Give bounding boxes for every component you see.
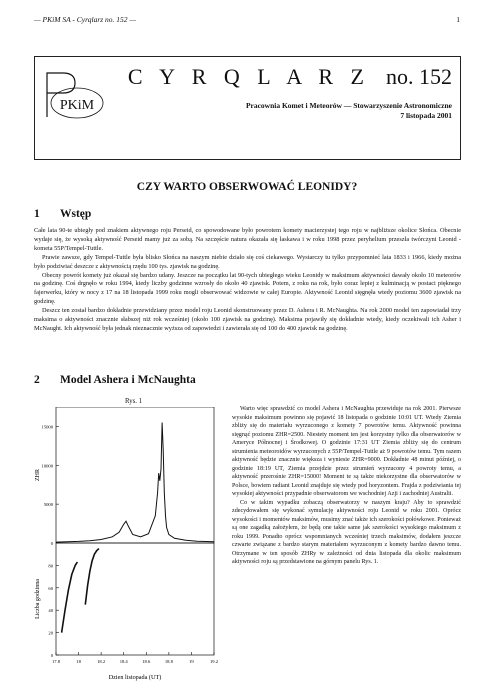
paragraph: Całe lata 90-te ubiegły pod znakiem aktywnego roju Perseid, co spowodowane było powrotem komety macierzystej tego roju w najbliższe okolice Słońca. Obecnie wydaje się, że wysoką aktywność Perseid mamy już za sobą. Na szczęście natura okazała się łaskawa i w roku 1998 przez peryhelium przeszła twórczyni Leonid - kometa 55P/Tempel-Tuttle. (34, 227, 461, 252)
hourly-rate-series-line (85, 549, 99, 605)
section-number: 1 (34, 208, 40, 220)
journal-name: C Y R Q L A R Z (127, 64, 370, 89)
figure-caption: Rys. 1 (125, 398, 143, 405)
zhr-chart (30, 407, 226, 687)
y-tick-label: 0 (50, 653, 53, 658)
section-number: 2 (34, 374, 40, 386)
top-panel-frame (56, 407, 214, 543)
masthead (34, 56, 461, 160)
section-title: Model Ashera i McNaughta (60, 374, 196, 386)
section-2-body (232, 405, 461, 567)
article-title: CZY WARTO OBSERWOWAĆ LEONIDY? (136, 181, 358, 193)
section-heading-1 (34, 208, 91, 220)
section-title: Wstęp (60, 208, 92, 220)
x-axis-label: Dzien listopada (UT) (108, 674, 162, 681)
journal-title (128, 64, 452, 90)
y-tick-label: 5000 (43, 502, 53, 508)
bottom-ylabel: Liczba godzinna (35, 579, 41, 619)
logo-text: PKiM (59, 98, 95, 113)
y-tick-label: 10000 (41, 463, 53, 469)
top-ylabel: ZHR (35, 469, 41, 481)
top-panel (35, 407, 214, 546)
x-tick-label: 18.4 (119, 659, 128, 664)
x-tick-label: 18.2 (97, 659, 106, 664)
section-heading-2 (34, 374, 196, 386)
page-number: 1 (456, 15, 460, 24)
paragraph: Deszcz ten został bardzo dokładnie przewidziany przez model roju Leonid skonstruowany przez D. Ashera i R. McNaughta. Na rok 2000 model ten zapowiadał trzy maksima o aktywności znacznie słabszej niż rok wcześniej (około 100 zjawisk na godzinę). Maksima pojawiły się dokładnie wtedy, kiedy oczekiwali ich Asher i McNaught. Ich aktywność była jednak nieznacznie wyższa od zapowiedzi i zawierała się od 100 do 400 zjawisk na godzinę. (34, 307, 461, 332)
issue-date: 7 listopada 2001 (400, 111, 452, 120)
paragraph: Obecny powrót komety już okazał się bardzo udany. Jeszcze na początku lat 90-tych ubiegłego wieku Leonidy w maksimum aktywności dawały około 10 meteorów na godzinę. Coś drgnęło w roku 1994, kiedy liczby godzinne wzrosły do około 40 zjawisk. Potem, z roku na rok, było coraz lepiej z kulminacją w postaci pięknego fajerwerku, który w nocy z 17 na 18 listopada 1999 roku mogli obserwować widzowie w całej Europie. Aktywność Leonid sięgnęła wtedy poziomu 3600 zjawisk na godzinę. (34, 271, 461, 306)
x-tick-label: 19.2 (209, 659, 219, 664)
section-1-body (34, 227, 461, 334)
paragraph: Co w takim wypadku zobaczą obserwatorzy w naszym kraju? Aby to sprawdzić zdecydowałem się wykonać symulację aktywności roju Leonid w roku 2001. Oprócz wysokości i momentów maksimów, musimy znać także ich szerokości połówkowe. Ponieważ są one zagadką założyłem, że będą one takie same jak szerokości wysokiego maksimum z roku 1999. Ponadto oprócz wspomnianych wcześniej trzech maksimów, dodałem jeszcze czwarte związane z bardzo starym materiałem wyrzuconym z komety bardzo dawno temu. Otrzymane w ten sposób ZHRy w zależności od dnia listopada dla okolic maksimum aktywności roju są przedstawione na górnym panelu Rys. 1. (232, 499, 461, 565)
hourly-rate-series-line (62, 562, 78, 633)
organization: Pracownia Komet i Meteorów — Stowarzyszenie Astronomiczne (245, 101, 452, 110)
bottom-panel-frame (56, 543, 214, 655)
x-tick-label: 18 (76, 659, 81, 664)
pkim-logo-icon (43, 69, 105, 121)
issue-number: no. 152 (386, 64, 452, 89)
y-tick-label: 0 (50, 541, 53, 546)
x-tick-label: 18.8 (164, 659, 173, 664)
x-tick-label: 19 (189, 659, 194, 664)
paragraph: Warto więc sprawdzić co model Ashera i McNaughta przewiduje na rok 2001. Pierwsze wysokie maksimum powinno się pojawić 18 listopada o godzinie 10:01 UT. Wtedy Ziemia zbliży się do materiału wyrzuconego z komety 7 powrotów temu. Aktywność powinna sięgnąć poziomu ZHR=2500. Niestety moment ten jest korzystny tylko dla obserwatorów w Ameryce Północnej i Środkowej. O godzinie 17:31 UT Ziemia zbliży się do centrum strumienia meteoroidów wyrzuconych z 55P/Tempel-Tuttle aż 9 powrotów temu. Tym razem aktywność będzie znacznie większa i wyniesie ZHR=9000. Dokładnie 48 minut później, o godzinie 18:19 UT, Ziemia przejdzie przez strumień wyrzucony 4 powroty temu, a aktywność przerośnie ZHR=15000! Moment te są także niekorzystne dla obserwatorów w Polsce, bowiem radiant Leonid znajduje się wtedy pod horyzontem. Frajda z podziwiania tej wysokiej aktywności przypadnie obserwatorom we wschodniej Azji i zachodniej Australii. (232, 406, 461, 497)
paragraph: Prawie zawsze, gdy Tempel-Tuttle była blisko Słońca na naszym niebie działo się coś ciekawego. Wystarczy tu tylko przypomnieć lata 1833 i 1966, kiedy można było podziwiać deszcze z aktywnością rzędu 100 tys. zjawisk na godzinę. (34, 253, 461, 270)
x-tick-label: 17.8 (51, 659, 61, 664)
zhr-series-line (56, 423, 214, 543)
bottom-panel (35, 543, 219, 681)
y-tick-label: 80 (48, 563, 53, 569)
x-tick-label: 18.6 (142, 659, 151, 664)
y-tick-label: 15000 (41, 424, 53, 430)
masthead-subtitle (246, 101, 452, 121)
y-tick-label: 20 (48, 630, 53, 636)
y-tick-label: 40 (48, 608, 53, 614)
running-head: — PKiM SA - Cyrqlarz no. 152 — (34, 15, 137, 24)
y-tick-label: 60 (48, 585, 53, 591)
